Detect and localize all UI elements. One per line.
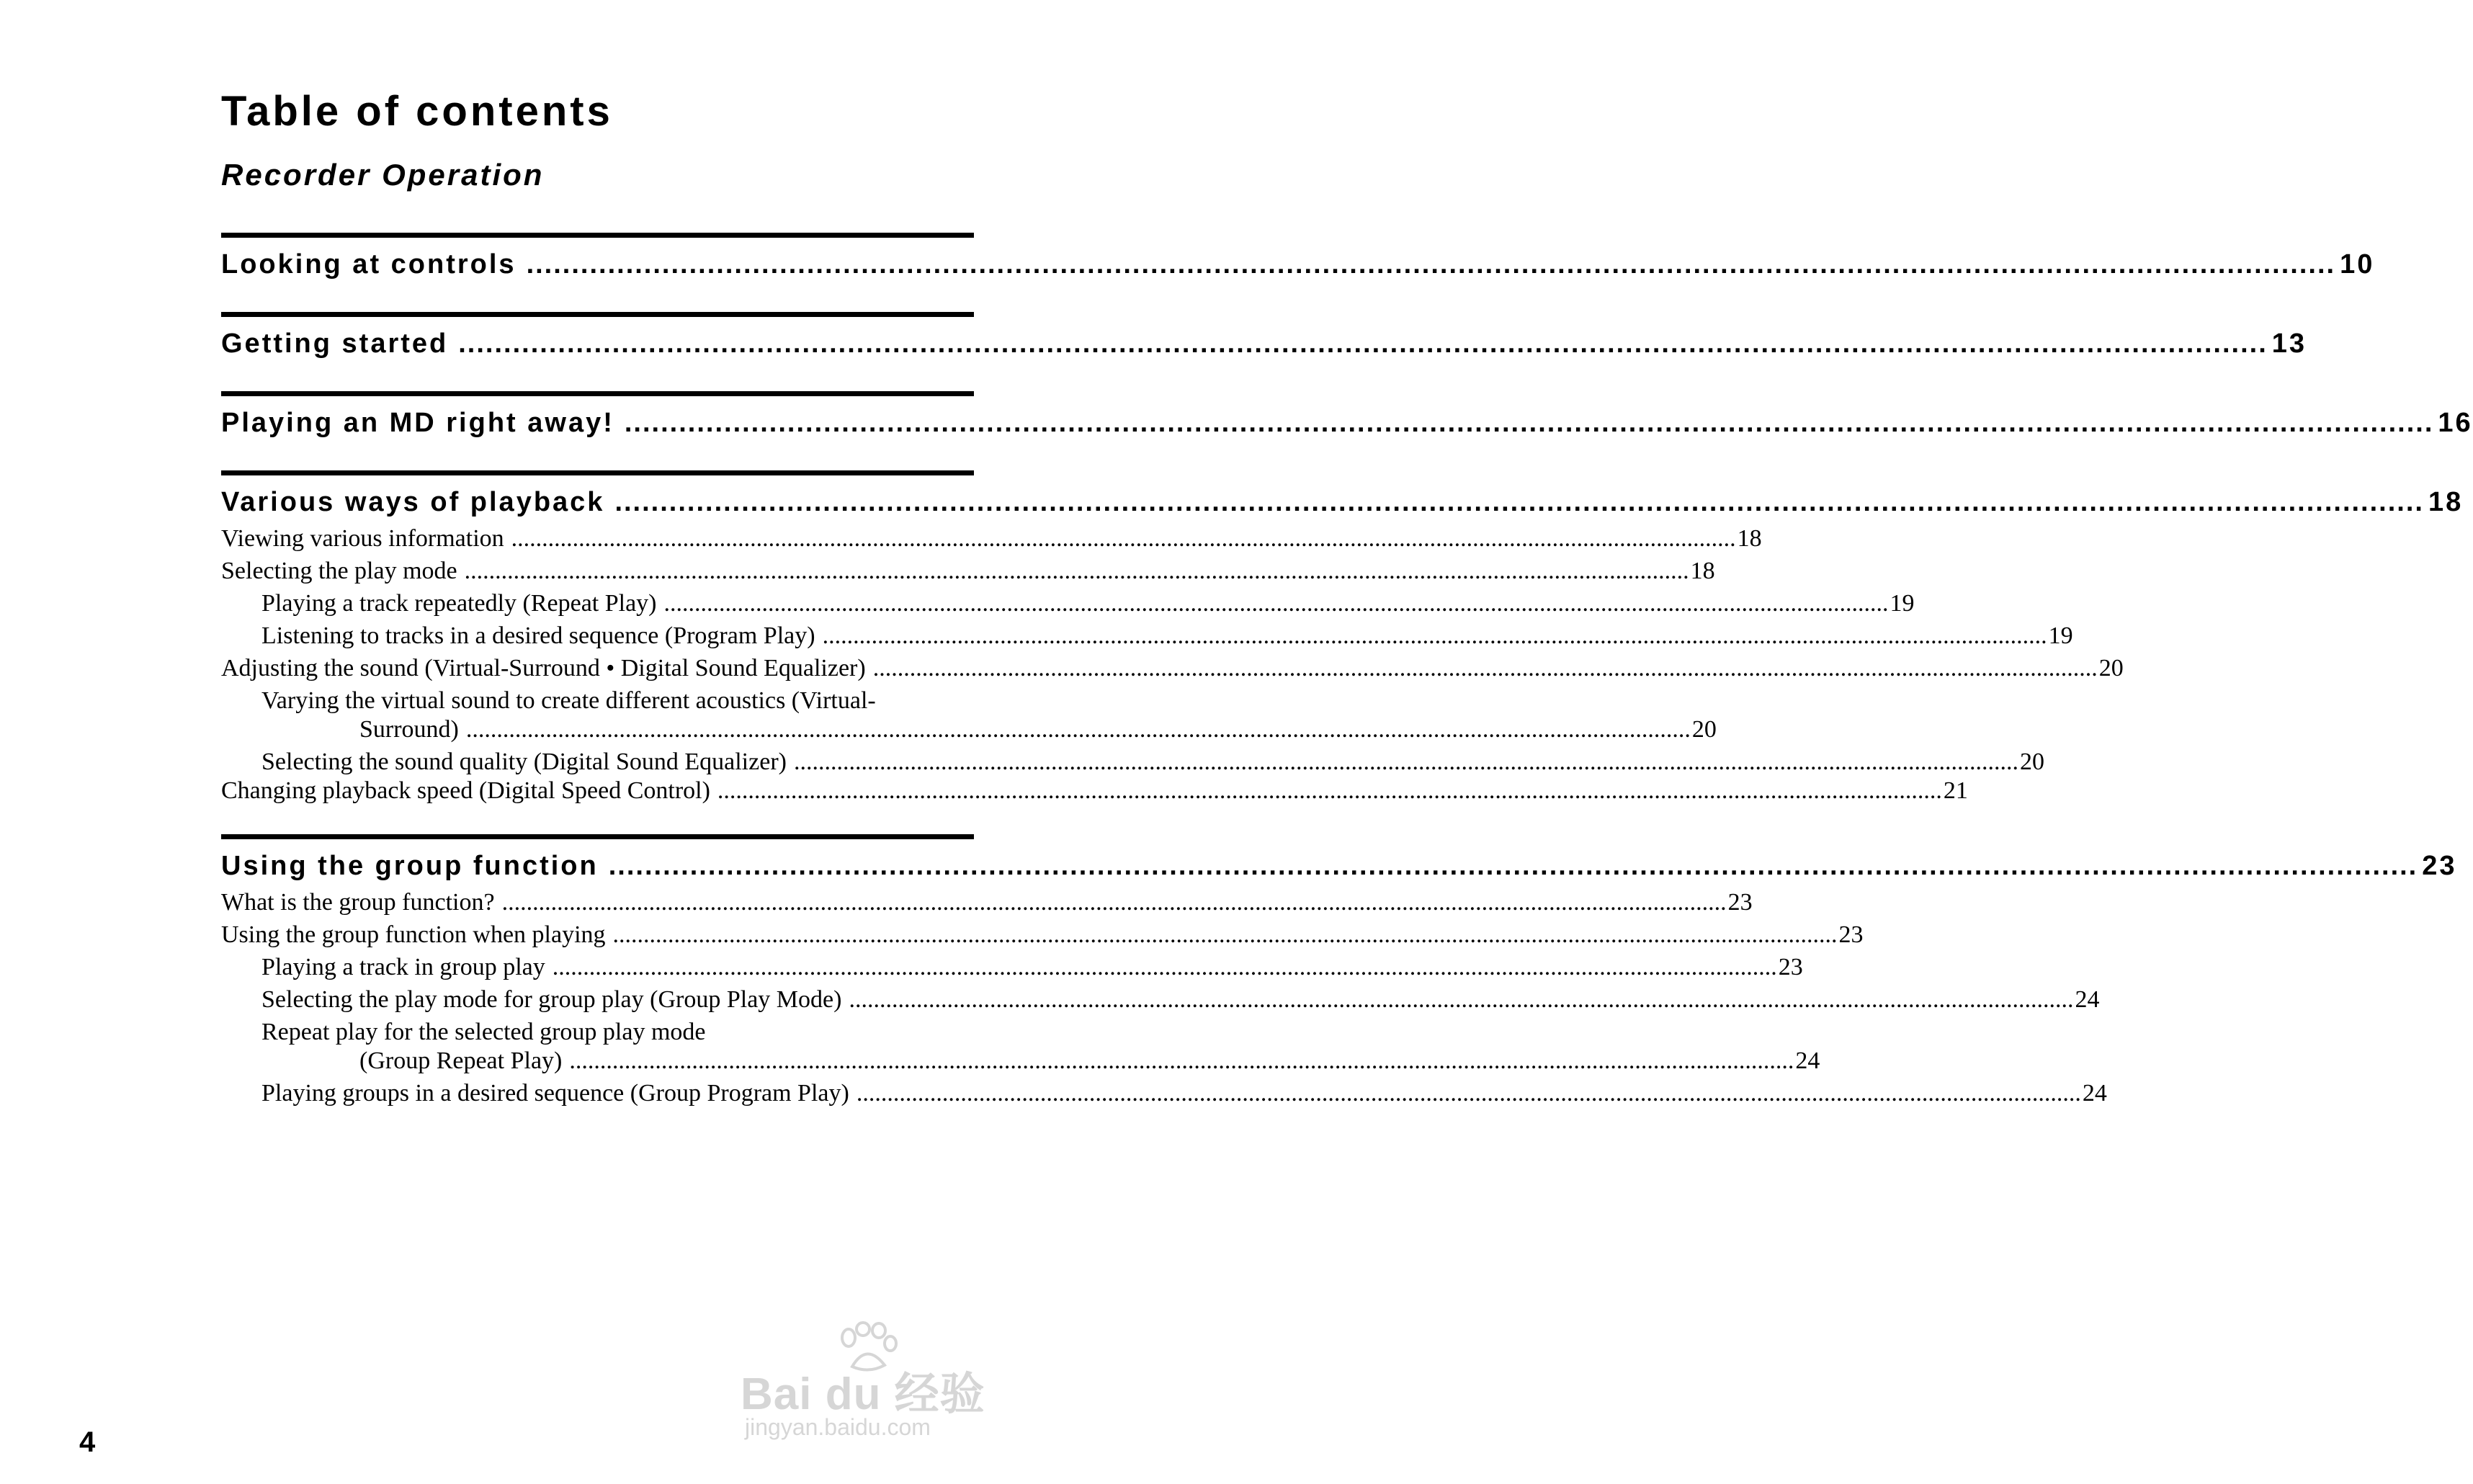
- toc-heading-text: Looking at controls: [221, 249, 516, 280]
- toc-subentry[interactable]: [221, 953, 1803, 982]
- dot-leader: ........................................................................................................................................................................................................: [872, 655, 2098, 681]
- toc-entry-page: 18: [1690, 558, 1715, 584]
- toc-entry-page: 20: [1691, 716, 1717, 743]
- toc-entry-text: Playing groups in a desired sequence (Group Program Play): [261, 1080, 849, 1107]
- toc-subentry[interactable]: [221, 748, 2044, 777]
- toc-entry-text: Playing a track repeatedly (Repeat Play): [261, 590, 657, 617]
- toc-entry-text: Selecting the play mode for group play (Group Play Mode): [261, 986, 842, 1013]
- toc-heading[interactable]: [221, 248, 2375, 281]
- toc-entry-text: Listening to tracks in a desired sequence (Program Play): [261, 622, 815, 649]
- dot-leader: ........................................................................................................................................................................................................: [526, 249, 2336, 280]
- toc-entry-text-line1: Repeat play for the selected group play mode: [261, 1019, 706, 1045]
- toc-subentry-wrapped[interactable]: [221, 687, 1717, 744]
- dot-leader: ........................................................................................................................................................................................................: [614, 487, 2424, 517]
- section-rule: [221, 470, 974, 475]
- toc-entry-list: [221, 524, 2124, 805]
- toc-entry-text: Adjusting the sound (Virtual-Surround • Digital Sound Equalizer): [221, 655, 866, 681]
- page-subtitle: Recorder Operation: [221, 158, 545, 192]
- toc-entry[interactable]: [221, 921, 1864, 949]
- toc-entry-page: 24: [2075, 986, 2100, 1013]
- toc-entry-page: 23: [1727, 889, 1753, 916]
- toc-section-various-ways-of-playback: [221, 470, 2464, 805]
- toc-entry-page: 23: [1838, 921, 1864, 948]
- dot-leader: ........................................................................................................................................................................................................: [624, 408, 2434, 438]
- toc-section-getting-started: [221, 312, 2307, 360]
- toc-heading-text: Playing an MD right away!: [221, 408, 614, 438]
- dot-leader: ........................................................................................................................................................................................................: [464, 558, 1689, 584]
- toc-entry-page: 19: [1890, 590, 1915, 617]
- section-rule: [221, 312, 974, 317]
- toc-heading-page: 13: [2271, 328, 2307, 359]
- dot-leader: ........................................................................................................................................................................................................: [552, 954, 1777, 980]
- toc-entry-text: What is the group function?: [221, 889, 495, 916]
- toc-subentry[interactable]: [221, 622, 2073, 651]
- toc-heading-page: 10: [2340, 249, 2375, 280]
- toc-entry-page: 23: [1778, 954, 1803, 980]
- toc-subentry[interactable]: [221, 985, 2100, 1014]
- dot-leader: ........................................................................................................................................................................................................: [793, 748, 2018, 775]
- section-rule: [221, 834, 974, 839]
- toc-section-looking-at-controls: [221, 233, 2375, 281]
- dot-leader: ........................................................................................................................................................................................................: [608, 851, 2418, 881]
- toc-entry[interactable]: [221, 524, 1762, 553]
- toc-entry[interactable]: [221, 888, 1753, 917]
- dot-leader: ........................................................................................................................................................................................................: [458, 328, 2268, 359]
- toc-subentry[interactable]: [221, 1079, 2107, 1108]
- toc-entry-list: [221, 888, 2107, 1108]
- toc-heading-page: 18: [2428, 487, 2464, 517]
- dot-leader: ........................................................................................................................................................................................................: [501, 889, 1727, 916]
- toc-entry-text: Selecting the play mode: [221, 558, 457, 584]
- dot-leader: ........................................................................................................................................................................................................: [856, 1080, 2081, 1107]
- dot-leader: ........................................................................................................................................................................................................: [663, 590, 1889, 617]
- toc-entry[interactable]: [221, 654, 2124, 683]
- toc-entry-page: 20: [2019, 748, 2044, 775]
- toc-entry-text: Using the group function when playing: [221, 921, 606, 948]
- toc-subentry-wrapped[interactable]: [221, 1018, 1820, 1076]
- toc-entry-text: Viewing various information: [221, 525, 504, 552]
- toc-heading-text: Using the group function: [221, 851, 599, 881]
- dot-leader: ........................................................................................................................................................................................................: [822, 622, 2047, 649]
- toc-heading-page: 16: [2438, 408, 2473, 438]
- dot-leader: ........................................................................................................................................................................................................: [511, 525, 1736, 552]
- dot-leader: ........................................................................................................................................................................................................: [849, 986, 2074, 1013]
- toc-section-using-the-group-function: [221, 834, 2457, 1108]
- toc-entry-page: 24: [2082, 1080, 2107, 1107]
- baidu-watermark: [741, 1322, 985, 1444]
- section-rule: [221, 233, 974, 238]
- page-title: Table of contents: [221, 88, 613, 135]
- toc-entry-text-line2: Surround): [359, 716, 459, 743]
- watermark-url: jingyan.baidu.com: [745, 1414, 931, 1440]
- toc-entry[interactable]: [221, 777, 1968, 805]
- toc-section-playing-an-md: [221, 391, 2473, 439]
- dot-leader: ........................................................................................................................................................................................................: [465, 716, 1691, 743]
- toc-entry-page: 24: [1795, 1047, 1820, 1074]
- toc-entry[interactable]: [221, 557, 1715, 586]
- dot-leader: ........................................................................................................................................................................................................: [717, 777, 1942, 804]
- toc-heading-text: Getting started: [221, 328, 449, 359]
- toc-entry-page: 18: [1737, 525, 1762, 552]
- toc-entry-page: 20: [2098, 655, 2124, 681]
- toc-entry-text: Selecting the sound quality (Digital Sound Equalizer): [261, 748, 787, 775]
- toc-heading-text: Various ways of playback: [221, 487, 605, 517]
- page-number: 4: [79, 1426, 96, 1458]
- toc-entry-page: 19: [2048, 622, 2073, 649]
- toc-entry-text-line1: Varying the virtual sound to create different acoustics (Virtual-: [261, 687, 876, 714]
- toc-heading[interactable]: [221, 406, 2473, 439]
- toc-subentry[interactable]: [221, 589, 1915, 618]
- watermark-brand: Bai du 经验: [741, 1369, 985, 1419]
- toc-entry-text-line2: (Group Repeat Play): [359, 1047, 563, 1074]
- toc-heading[interactable]: [221, 849, 2457, 882]
- toc-entry-text: Playing a track in group play: [261, 954, 545, 980]
- toc-entry-continuation: [221, 1047, 1820, 1076]
- toc-entry-continuation: [221, 715, 1717, 744]
- dot-leader: ........................................................................................................................................................................................................: [569, 1047, 1794, 1074]
- section-rule: [221, 391, 974, 396]
- dot-leader: ........................................................................................................................................................................................................: [612, 921, 1838, 948]
- toc-entry-text: Changing playback speed (Digital Speed Control): [221, 777, 710, 804]
- toc-heading[interactable]: [221, 486, 2464, 519]
- toc-entry-page: 21: [1943, 777, 1968, 804]
- toc-heading[interactable]: [221, 327, 2307, 360]
- toc-heading-page: 23: [2422, 851, 2457, 881]
